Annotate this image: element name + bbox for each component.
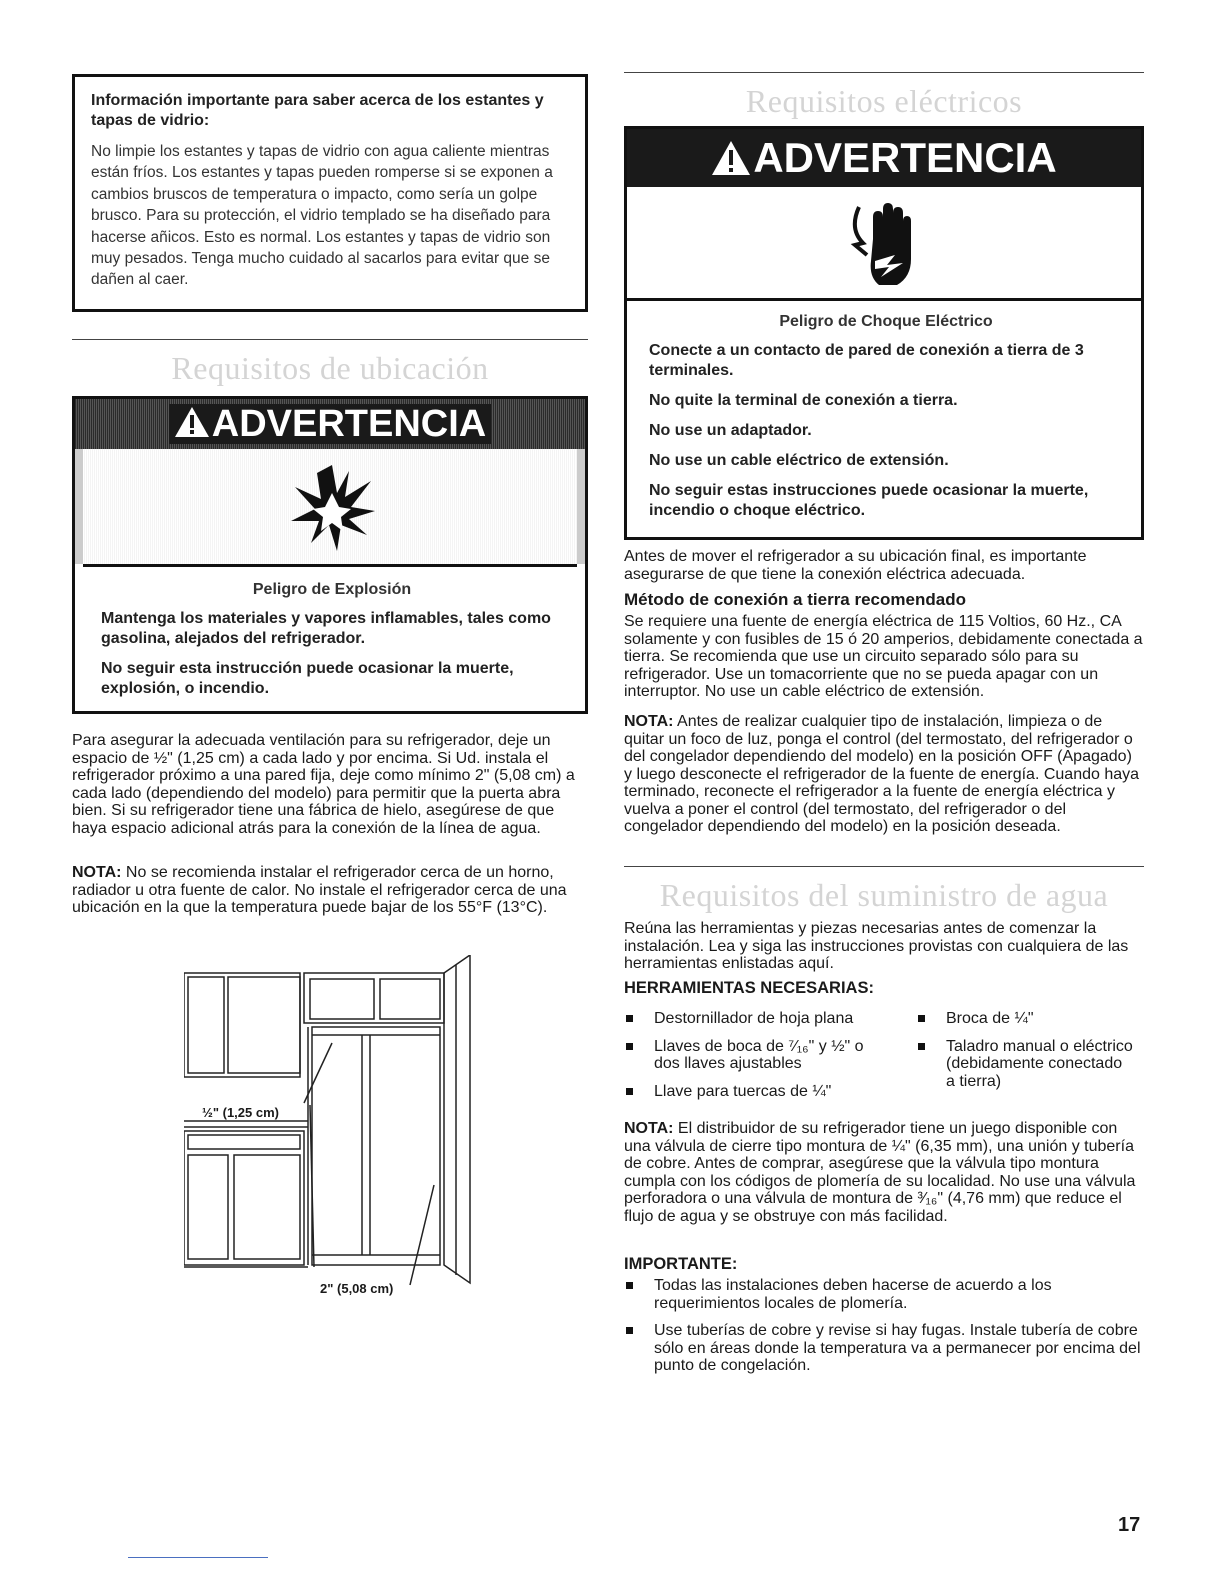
list-item: Llaves de boca de ⁷⁄₁₆" y ½" o dos llaves ajustables: [624, 1038, 914, 1073]
location-section-title: Requisitos de ubicación: [171, 350, 489, 386]
list-item: Destornillador de hoja plana: [624, 1010, 914, 1028]
footer-rule: [128, 1557, 268, 1558]
warning-header-text: ADVERTENCIA: [211, 403, 487, 445]
warning-header-text: ADVERTENCIA: [753, 134, 1057, 181]
warning-line: No quite la terminal de conexión a tierra.: [649, 392, 958, 409]
warning-line: Mantenga los materiales y vapores inflamables, tales como gasolina, alejados del refrigerador.: [101, 610, 551, 647]
water-note: [624, 1120, 1144, 1225]
electrical-note: [624, 713, 1144, 836]
tools-heading: HERRAMIENTAS NECESARIAS:: [624, 979, 874, 997]
location-paragraph: Para asegurar la adecuada ventilación para su refrigerador, deje un espacio de ½" (1,25 cm) a cada lado y por encima. Si Ud. instala el refrigerador próximo a una pared fija, deje como mínimo 2" (5,08 cm) a cada lado (dependiendo del modelo) para permitir que la puerta abra bien. Si su refrigerador tiene una fábrica de hielo, asegúrese de que haya espacio adicional atrás para la conexión de la línea de agua.: [72, 732, 575, 837]
warning-text-area: [627, 301, 1141, 539]
clearance-label-half-inch: ½" (1,25 cm): [202, 1105, 279, 1120]
electrical-section-title: Requisitos eléctricos: [745, 83, 1023, 119]
refrigerator-installation-illustration: [184, 955, 484, 1305]
warning-caption: Peligro de Explosión: [252, 581, 412, 598]
warning-icon-area: [627, 187, 1141, 301]
list-item: Taladro manual o eléctrico (debidamente conectado a tierra): [916, 1038, 1144, 1091]
electric-shock-icon: [845, 199, 915, 296]
warning-triangle-icon: [174, 404, 210, 448]
list-item: Todas las instalaciones deben hacerse de acuerdo a los requerimientos locales de plomería.: [624, 1277, 1144, 1312]
warning-caption: Peligro de Choque Eléctrico: [779, 313, 993, 330]
note-label: NOTA:: [72, 864, 122, 881]
glass-shelves-info-box: [72, 74, 588, 312]
warning-line: No use un adaptador.: [649, 422, 812, 439]
info-box-body: No limpie los estantes y tapas de vidrio con agua caliente mientras están fríos. Los estantes y tapas pueden romperse si se exponen a cambios bruscos de temperatura o impacto, como sería un golpe brusco. Para su protección, el vidrio templado se ha diseñado para hacerse añicos. Esto es normal. Los estantes y tapas de vidrio son muy pesados. Tenga mucho cuidado al sacarlos para evitar que se dañen al caer.: [91, 143, 553, 289]
method-heading: Método de conexión a tierra recomendado: [624, 590, 966, 609]
warning-line: No use un cable eléctrico de extensión.: [649, 452, 949, 469]
tools-list-left: [624, 1010, 914, 1110]
list-item: Use tuberías de cobre y revise si hay fugas. Instale tubería de cobre sólo en áreas donde la temperatura va a permanecer por encima del punto de congelación.: [624, 1322, 1144, 1375]
electrical-requirements-paragraph: Se requiere una fuente de energía eléctrica de 115 Voltios, 60 Hz., CA solamente y con fusibles de 15 ó 20 amperios, debidamente conectada a tierra. Se recomienda que use un circuito separado sólo para su refrigerador. Use un tomacorriente que no se pueda apagar con un interruptor. No use un cable eléctrico de extensión.: [624, 613, 1143, 700]
clearance-diagram: [184, 955, 484, 1305]
explosion-icon: [287, 463, 377, 558]
note-text: El distribuidor de su refrigerador tiene un juego disponible con una válvula de cierre tipo montura de ¼" (6,35 mm), una unión y tubería de cobre. Antes de comprar, asegúrese que la válvula tipo montura cumpla con los códigos de plomería de su localidad. No use una válvula perforadora o una válvula de montura de ³⁄₁₆" (4,76 mm) que reduce el flujo de agua y se obstruye con más facilidad.: [624, 1120, 1136, 1225]
list-item: Broca de ¼": [916, 1010, 1144, 1028]
clearance-label-two-inch: 2" (5,08 cm): [320, 1281, 394, 1296]
warning-triangle-icon: [711, 133, 751, 191]
electric-shock-warning-box: [624, 126, 1144, 540]
info-box-title: Información importante para saber acerca de los estantes y tapas de vidrio:: [91, 92, 544, 129]
warning-header: [627, 129, 1141, 187]
explosion-warning-box: [72, 396, 588, 714]
important-heading: IMPORTANTE:: [624, 1255, 738, 1273]
section-rule: [624, 866, 1144, 867]
note-label: NOTA:: [624, 1120, 674, 1137]
note-text: Antes de realizar cualquier tipo de instalación, limpieza o de quitar un foco de luz, ponga el control (del termostato, del refrigerador o del congelador dependiendo del modelo) en la posición OFF (Apagado) y luego desconecte el refrigerador de la fuente de energía. Cuando haya terminado, reconecte el refrigerador a la fuente de energía eléctrica y vuelva a poner el control (del termostato, del refrigerador o del congelador dependiendo del modelo) en la posición deseada.: [624, 713, 1140, 835]
warning-line: Conecte a un contacto de pared de conexión a tierra de 3 terminales.: [649, 342, 1084, 379]
important-list: [624, 1277, 1144, 1385]
warning-icon-area: [75, 449, 585, 564]
warning-line: No seguir esta instrucción puede ocasionar la muerte, explosión, o incendio.: [101, 660, 514, 697]
note-text: No se recomienda instalar el refrigerador cerca de un horno, radiador u otra fuente de calor. No instale el refrigerador cerca de una ubicación en la que la temperatura puede bajar de los 55°F (13°C).: [72, 864, 567, 916]
warning-header: [75, 399, 585, 449]
warning-line: No seguir estas instrucciones puede ocasionar la muerte, incendio o choque eléctrico.: [649, 482, 1089, 519]
section-rule: [624, 72, 1144, 73]
water-intro: Reúna las herramientas y piezas necesarias antes de comenzar la instalación. Lea y siga las instrucciones provistas con cualquiera de las herramientas enlistadas aquí.: [624, 920, 1129, 972]
page-number: 17: [1118, 1514, 1141, 1536]
section-rule: [72, 339, 588, 340]
list-item: Llave para tuercas de ¼": [624, 1083, 914, 1101]
water-section-title: Requisitos del suministro de agua: [659, 877, 1109, 913]
location-note: [72, 864, 588, 917]
note-label: NOTA:: [624, 713, 674, 730]
warning-text-area: [83, 567, 577, 719]
electrical-paragraph: Antes de mover el refrigerador a su ubicación final, es importante asegurarse de que tiene la conexión eléctrica adecuada.: [624, 548, 1087, 583]
tools-list-right: [916, 1010, 1144, 1100]
